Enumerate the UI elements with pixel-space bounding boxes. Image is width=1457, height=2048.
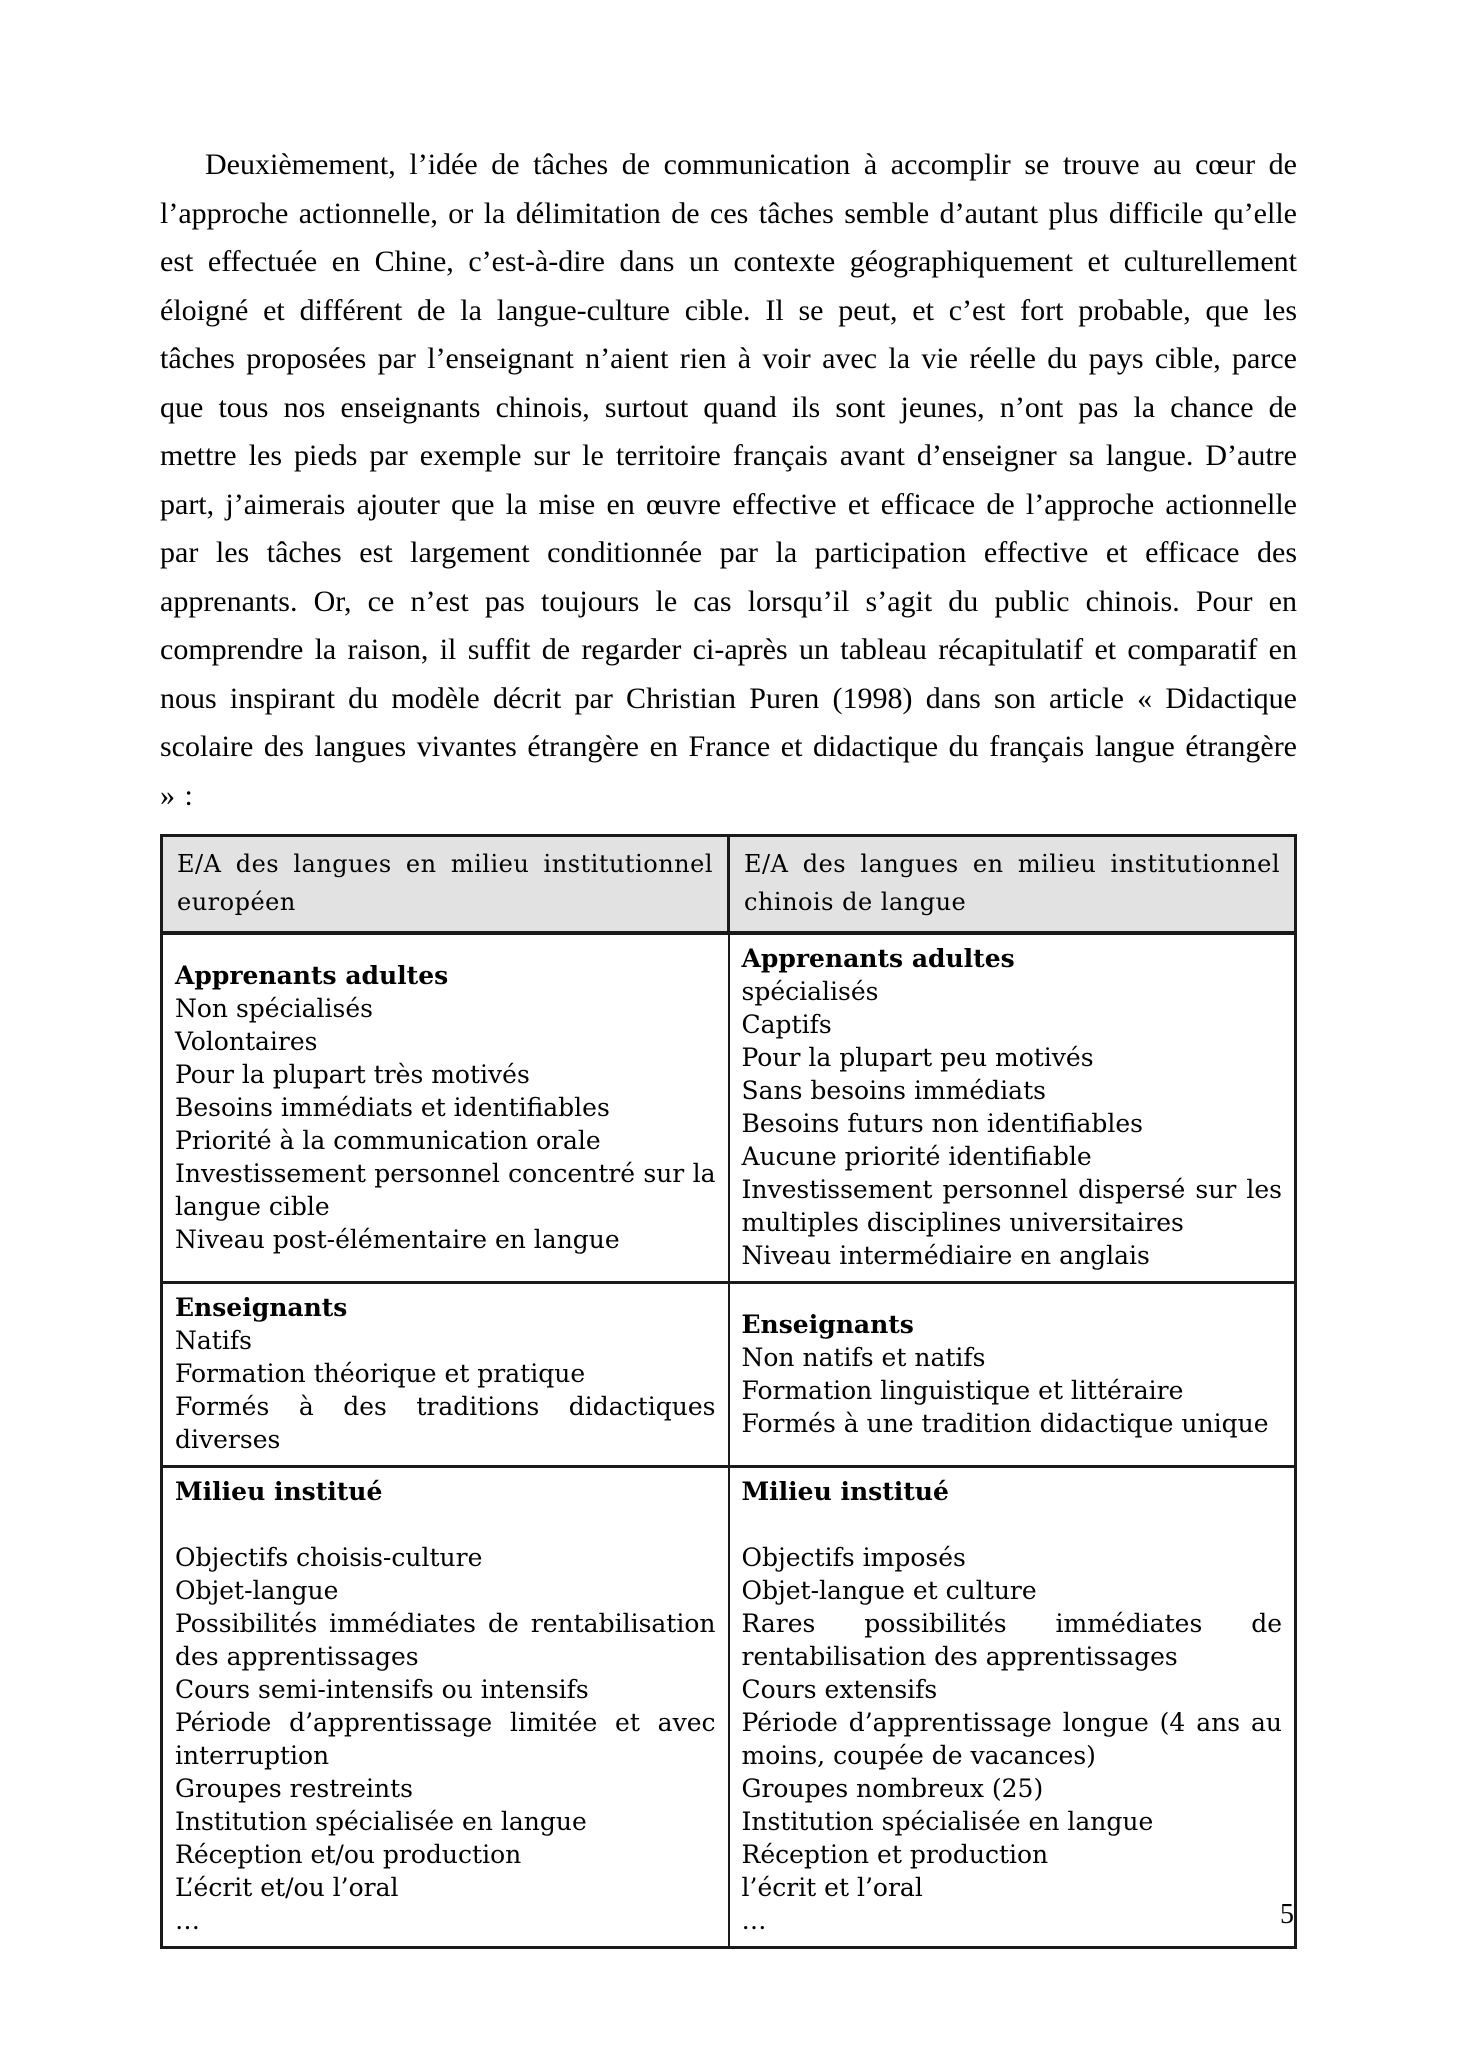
cell-line: Objet-langue et culture <box>741 1576 1037 1605</box>
cell-line: Investissement personnel concentré sur la langue cible <box>175 1158 716 1221</box>
cell-line: Captifs <box>741 1010 832 1039</box>
comparison-table <box>160 834 1297 1949</box>
cell-apprenants-european <box>162 933 729 1283</box>
cell-heading-apprenants-chinese: Apprenants adultes <box>741 944 1015 973</box>
cell-line: Rares possibilités immédiates de rentabilisation des apprentissages <box>741 1609 1282 1671</box>
cell-line: spécialisés <box>741 977 879 1006</box>
cell-line: Groupes restreints <box>175 1774 413 1803</box>
cell-line: Cours semi-intensifs ou intensifs <box>175 1675 589 1704</box>
cell-line: Période d’apprentissage limitée et avec interruption <box>175 1708 716 1770</box>
cell-line: Volontaires <box>175 1026 318 1056</box>
cell-line: Objectifs imposés <box>741 1543 966 1572</box>
cell-heading-milieu-chinese: Milieu institué <box>741 1477 949 1506</box>
cell-line: Formés à une tradition didactique unique <box>741 1408 1269 1438</box>
cell-line: Institution spécialisée en langue <box>175 1807 587 1836</box>
cell-milieu-european <box>162 1467 729 1948</box>
body-paragraph: Deuxièmement, l’idée de tâches de communication à accomplir se trouve au cœur de l’approche actionnelle, or la délimitation de ces tâches semble d’autant plus difficile qu’elle est effectuée en Chine, c’est-à-dire dans un contexte géographiquement et culturellement éloigné et différent de la langue-culture cible. Il se peut, et c’est fort probable, que les tâches proposées par l’enseignant n’aient rien à voir avec la vie réelle du pays cible, parce que tous nos enseignants chinois, surtout quand ils sont jeunes, n’ont pas la chance de mettre les pieds par exemple sur le territoire français avant d’enseigner sa langue. D’autre part, j’aimerais ajouter que la mise en œuvre effective et efficace de l’approche actionnelle par les tâches est largement conditionnée par la participation effective et efficace des apprenants. Or, ce n’est pas toujours le cas lorsqu’il s’agit du public chinois. Pour en comprendre la raison, il suffit de regarder ci-après un tableau récapitulatif et comparatif en nous inspirant du modèle décrit par Christian Puren (1998) dans son article « Didactique scolaire des langues vivantes étrangère en France et didactique du français langue étrangère » : <box>160 148 1297 812</box>
cell-lines-enseignants-european <box>175 1324 716 1456</box>
cell-line: Natifs <box>175 1326 252 1355</box>
cell-heading-enseignants-chinese: Enseignants <box>741 1309 914 1339</box>
cell-heading-enseignants-european: Enseignants <box>175 1293 348 1322</box>
cell-heading-apprenants-european: Apprenants adultes <box>175 960 449 990</box>
cell-lines-apprenants-chinese <box>742 975 1283 1272</box>
cell-line: Priorité à la communication orale <box>175 1125 601 1155</box>
cell-line: Objectifs choisis-culture <box>175 1543 483 1572</box>
cell-apprenants-chinese <box>729 933 1296 1283</box>
cell-line: Pour la plupart très motivés <box>175 1059 530 1089</box>
cell-line: Niveau post-élémentaire en langue <box>175 1224 620 1254</box>
cell-line: … <box>741 1906 767 1935</box>
cell-line: Réception et production <box>741 1840 1049 1869</box>
cell-line: Objet-langue <box>175 1576 339 1605</box>
cell-line: … <box>175 1906 200 1935</box>
cell-line: Besoins immédiats et identifiables <box>175 1092 610 1122</box>
cell-line: L’écrit et/ou l’oral <box>175 1873 399 1902</box>
cell-line: Formation linguistique et littéraire <box>741 1375 1184 1405</box>
cell-line: Réception et/ou production <box>175 1840 522 1869</box>
table-row-enseignants <box>162 1283 1296 1467</box>
cell-milieu-chinese <box>729 1467 1296 1948</box>
cell-line: Aucune priorité identifiable <box>741 1142 1092 1171</box>
table-header-row <box>162 836 1296 934</box>
cell-line: Sans besoins immédiats <box>741 1076 1046 1105</box>
table-header-european-context: E/A des langues en milieu institutionnel européen <box>162 836 729 934</box>
cell-line: Période d’apprentissage longue (4 ans au moins, coupée de vacances) <box>741 1708 1282 1770</box>
cell-lines-apprenants-european <box>175 992 716 1256</box>
cell-enseignants-chinese <box>729 1283 1296 1467</box>
cell-line: Besoins futurs non identifiables <box>741 1109 1143 1138</box>
cell-line: Institution spécialisée en langue <box>741 1807 1154 1836</box>
cell-line: Possibilités immédiates de rentabilisation des apprentissages <box>175 1609 716 1671</box>
cell-line: Non natifs et natifs <box>741 1342 986 1372</box>
cell-lines-milieu-european <box>175 1508 716 1937</box>
cell-line: Niveau intermédiaire en anglais <box>741 1241 1150 1270</box>
cell-line: Formés à des traditions didactiques diverses <box>175 1392 716 1454</box>
table-row-milieu <box>162 1467 1296 1948</box>
cell-line: l’écrit et l’oral <box>741 1873 923 1902</box>
page-number: 5 <box>1280 1899 1294 1930</box>
cell-line <box>175 1508 716 1541</box>
table-row-apprenants <box>162 933 1296 1283</box>
cell-line: Non spécialisés <box>175 993 373 1023</box>
cell-lines-enseignants-chinese <box>742 1341 1283 1440</box>
cell-heading-milieu-european: Milieu institué <box>175 1477 383 1506</box>
cell-line: Cours extensifs <box>741 1675 938 1704</box>
cell-enseignants-european <box>162 1283 729 1467</box>
cell-line: Formation théorique et pratique <box>175 1359 586 1388</box>
cell-line: Pour la plupart peu motivés <box>741 1043 1094 1072</box>
cell-line: Groupes nombreux (25) <box>741 1774 1044 1803</box>
cell-lines-milieu-chinese <box>742 1508 1283 1937</box>
table-header-chinese-context: E/A des langues en milieu institutionnel chinois de langue <box>729 836 1296 934</box>
cell-line <box>742 1508 1283 1541</box>
cell-line: Investissement personnel dispersé sur les multiples disciplines universitaires <box>741 1175 1282 1237</box>
